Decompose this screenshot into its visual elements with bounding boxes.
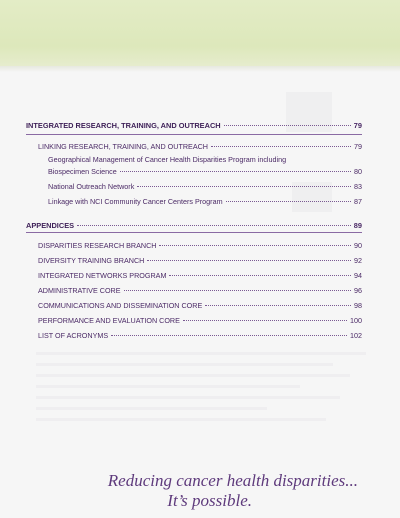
toc-page-number: 79: [354, 142, 362, 151]
toc-dot-leader: [124, 290, 351, 291]
toc-entry-title: COMMUNICATIONS AND DISSEMINATION CORE: [38, 301, 203, 310]
toc-page-number: 96: [354, 286, 362, 295]
toc-dot-leader: [226, 201, 351, 202]
toc-entry-title: DISPARITIES RESEARCH BRANCH: [38, 241, 157, 250]
toc-entry-appendix[interactable]: [38, 286, 362, 295]
section-divider: [26, 134, 362, 135]
toc-entry-title: INTEGRATED NETWORKS PROGRAM: [38, 271, 167, 280]
toc-entry-appendix[interactable]: [38, 331, 362, 340]
toc-page-number: 79: [353, 121, 362, 130]
toc-section-appendices[interactable]: [26, 221, 362, 230]
toc-entry-title: DIVERSITY TRAINING BRANCH: [38, 256, 145, 265]
toc-dot-leader: [77, 225, 351, 226]
toc-entry-title: APPENDICES: [26, 221, 75, 230]
toc-page-number: 87: [354, 197, 362, 206]
tagline-line2: It’s possible.: [167, 491, 252, 510]
toc-page-number: 94: [354, 271, 362, 280]
toc-page-number: 100: [350, 316, 362, 325]
toc-entry-title: PERFORMANCE AND EVALUATION CORE: [38, 316, 180, 325]
toc-page-number: 83: [354, 182, 362, 191]
toc-entry-title: ADMINISTRATIVE CORE: [38, 286, 121, 295]
toc-dot-leader: [169, 275, 351, 276]
toc-entry-geographical-line1[interactable]: Geographical Management of Cancer Health Disparities Program including: [48, 155, 287, 164]
toc-dot-leader: [111, 335, 347, 336]
toc-subsection-linking[interactable]: [38, 142, 362, 151]
toc-dot-leader: [137, 186, 351, 187]
bleed-through-texture: [36, 352, 366, 462]
toc-entry-national-outreach[interactable]: [48, 182, 362, 191]
toc-dot-leader: [147, 260, 351, 261]
toc-entry-geographical[interactable]: [48, 167, 362, 176]
toc-entry-title: Biospecimen Science: [48, 167, 117, 176]
toc-dot-leader: [205, 305, 351, 306]
section-divider: [26, 232, 362, 233]
toc-section-integrated-research[interactable]: [26, 121, 362, 130]
toc-dot-leader: [159, 245, 351, 246]
toc-entry-nci-community[interactable]: [48, 197, 362, 206]
toc-page-number: 92: [354, 256, 362, 265]
toc-entry-appendix[interactable]: [38, 256, 362, 265]
toc-page-number: 90: [354, 241, 362, 250]
header-band-shadow: [0, 66, 400, 72]
tagline-line1: Reducing cancer health disparities...: [107, 471, 358, 490]
header-band: [0, 0, 400, 66]
toc-entry-title: LINKING RESEARCH, TRAINING, AND OUTREACH: [38, 142, 208, 151]
toc-entry-title: INTEGRATED RESEARCH, TRAINING, AND OUTREACH: [26, 121, 221, 130]
toc-page-number: 98: [354, 301, 362, 310]
toc-entry-appendix[interactable]: [38, 241, 362, 250]
toc-page-number: 89: [353, 221, 362, 230]
toc-entry-appendix[interactable]: [38, 271, 362, 280]
toc-dot-leader: [120, 171, 351, 172]
toc-dot-leader: [224, 125, 351, 126]
toc-entry-appendix[interactable]: [38, 301, 362, 310]
toc-entry-title: Linkage with NCI Community Cancer Centers Program: [48, 197, 223, 206]
toc-entry-appendix[interactable]: [38, 316, 362, 325]
toc-page-number: 80: [354, 167, 362, 176]
toc-dot-leader: [211, 146, 351, 147]
toc-entry-title: National Outreach Network: [48, 182, 135, 191]
toc-page-number: 102: [350, 331, 362, 340]
toc-entry-title: LIST OF ACRONYMS: [38, 331, 109, 340]
toc-dot-leader: [183, 320, 347, 321]
